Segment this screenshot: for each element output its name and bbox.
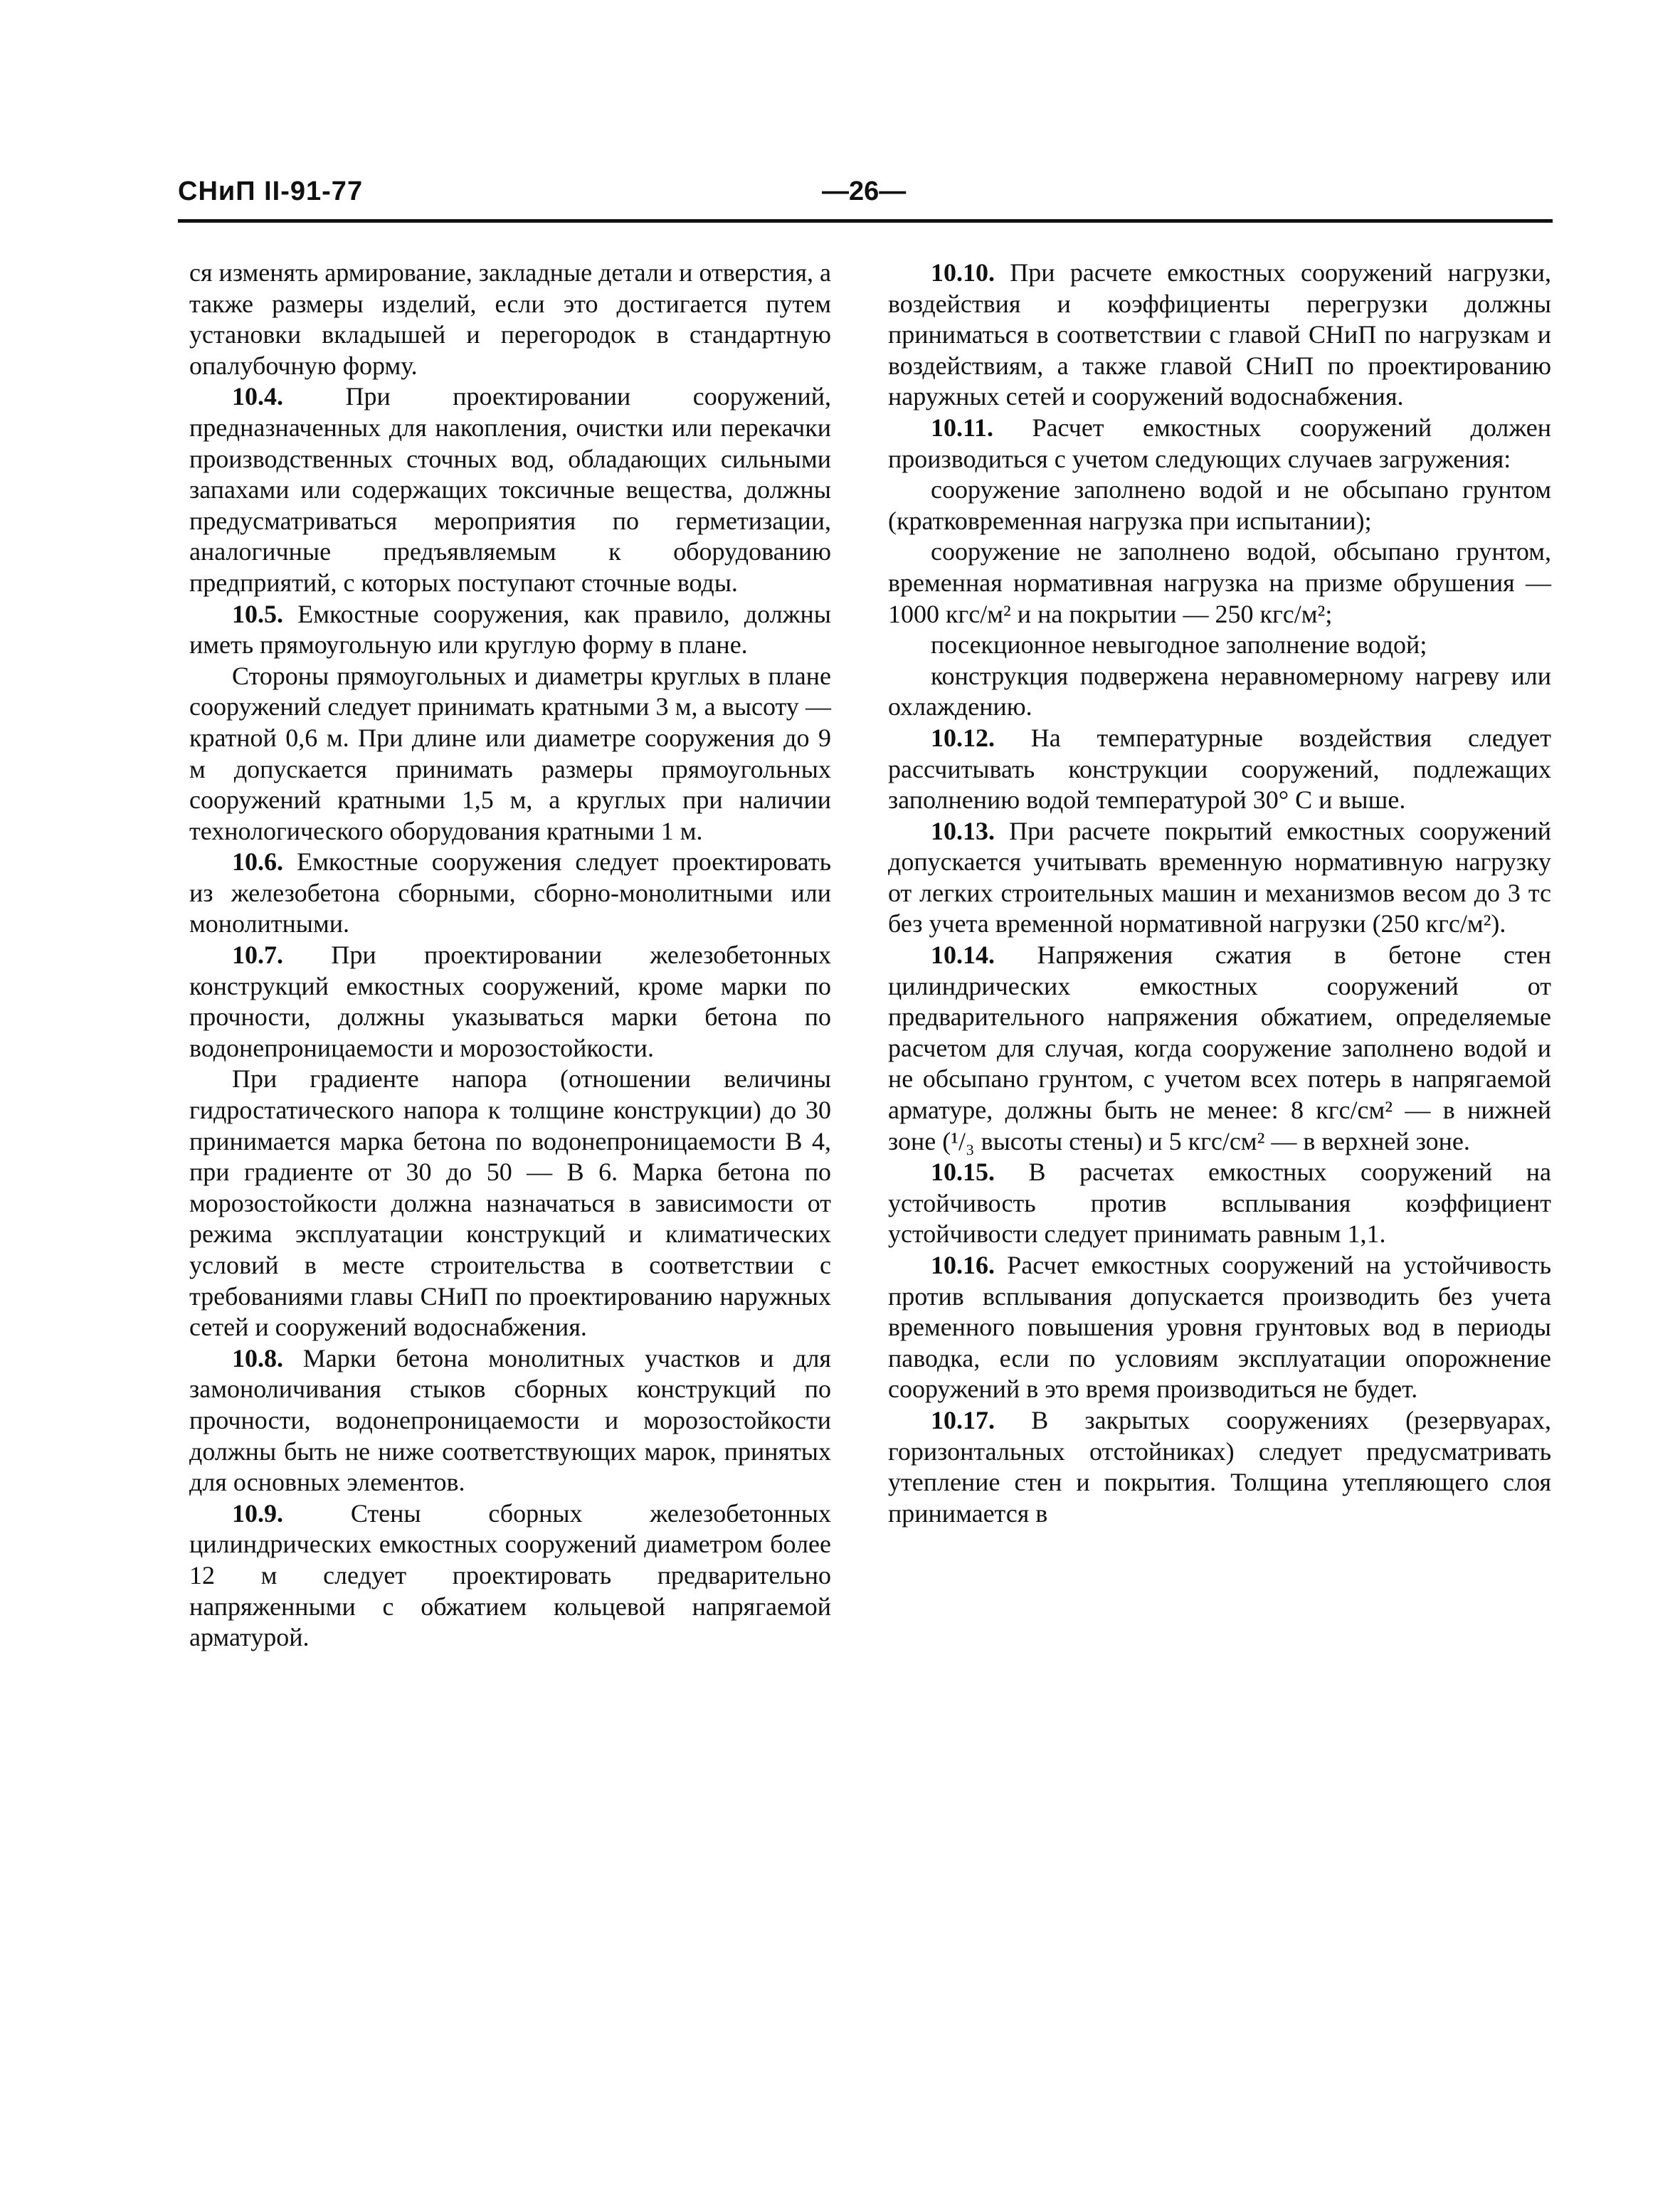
- paragraph: [888, 630, 1551, 661]
- clause-number: 10.17.: [931, 1405, 995, 1434]
- paragraph: [888, 1250, 1551, 1405]
- paragraph-text: Марки бетона монолитных участков и для замоноличивания стыков сборных конструкций по прочности, водонепроницаемости и морозостойкости должны быть не ниже соответствующих марок, принятых для основных элементов.: [189, 1343, 831, 1497]
- paragraph-text: Емкостные сооружения, как правило, должны иметь прямоугольную или круглую форму в плане.: [189, 599, 831, 660]
- paragraph-text: При расчете покрытий емкостных сооружений допускается учитывать временную нормативную нагрузку от легких строительных машин и механизмов весом до 3 тс без учета временной нормативной нагрузки (250 кгс/м²).: [888, 816, 1551, 938]
- clause-number: 10.4.: [232, 382, 283, 411]
- paragraph: [189, 661, 831, 847]
- clause-number: 10.13.: [931, 816, 995, 845]
- left-column: [189, 258, 831, 1654]
- paragraph-text: В закрытых сооружениях (резервуарах, горизонтальных отстойниках) следует предусматривать утепление стен и покрытия. Толщина утепляющего слоя принимается в: [888, 1405, 1551, 1528]
- paragraph-text: конструкция подвержена неравномерному нагреву или охлаждению.: [888, 661, 1551, 721]
- paragraph-text: При проектировании сооружений, предназначенных для накопления, очистки или перекачки производственных сточных вод, обладающих сильными запахами или содержащих токсичные вещества, должны предусматриваться мероприятия по герметизации, аналогичные предъявляемым к оборудованию предприятий, с которых поступают сточные воды.: [189, 382, 831, 597]
- clause-number: 10.15.: [931, 1158, 995, 1187]
- paragraph-text: В расчетах емкостных сооружений на устойчивость против всплывания коэффициент устойчивости следует принимать равным 1,1.: [888, 1158, 1551, 1249]
- page-header: [178, 176, 1551, 219]
- paragraph-text: Расчет емкостных сооружений должен производиться с учетом следующих случаев загружения:: [888, 413, 1551, 473]
- paragraph: [189, 847, 831, 940]
- paragraph: [888, 413, 1551, 475]
- clause-number: 10.5.: [232, 599, 283, 628]
- paragraph: [888, 1157, 1551, 1250]
- paragraph: [189, 1498, 831, 1654]
- paragraph-text: сооружение заполнено водой и не обсыпано грунтом (кратковременная нагрузка при испытании);: [888, 475, 1551, 535]
- paragraph-text: При градиенте напора (отношении величины гидростатического напора к толщине конструкции) до 30 принимается марка бетона по водонепроницаемости В 4, при градиенте от 30 до 50 — В 6. Марка бетона по морозостойкости должна назначаться в зависимости от режима эксплуатации конструкций и климатических условий в месте строительства в соответствии с требованиями главы СНиП по проектированию наружных сетей и сооружений водоснабжения.: [189, 1064, 831, 1342]
- paragraph-text: посекционное невыгодное заполнение водой;: [931, 630, 1427, 660]
- paragraph-text: Емкостные сооружения следует проектировать из железобетона сборными, сборно-монолитными или монолитными.: [189, 847, 831, 938]
- paragraph: [888, 1405, 1551, 1529]
- paragraph-text: Стороны прямоугольных и диаметры круглых в плане сооружений следует принимать кратными 3 м, а высоту — кратной 0,6 м. При длине или диаметре сооружения до 9 м допускается принимать размеры прямоугольных сооружений кратными 1,5 м, а круглых при наличии технологического оборудования кратными 1 м.: [189, 661, 831, 845]
- paragraph: [189, 599, 831, 661]
- paragraph: [189, 940, 831, 1064]
- paragraph-text: При расчете емкостных сооружений нагрузки, воздействия и коэффициенты перегрузки должны приниматься в соответствии с главой СНиП по нагрузкам и воздействиям, а также главой СНиП по проектированию наружных сетей и сооружений водоснабжения.: [888, 258, 1551, 411]
- right-column: [888, 258, 1551, 1529]
- paragraph-text: Напряжения сжатия в бетоне стен цилиндрических емкостных сооружений от предварительного напряжения обжатием, определяемые расчетом для случая, когда сооружение заполнено водой и не обсыпано грунтом, с учетом всех потерь в напрягаемой арматуре, должны быть не менее: 8 кгс/см² — в нижней зоне (¹/₃ высоты стены) и 5 кгс/см² — в верхней зоне.: [888, 941, 1551, 1155]
- clause-number: 10.10.: [931, 258, 995, 287]
- paragraph: [888, 475, 1551, 536]
- clause-number: 10.7.: [232, 941, 283, 970]
- paragraph-text: Расчет емкостных сооружений на устойчивость против всплывания допускается производить без учета временного повышения уровня грунтовых вод в периоды паводка, если по условиям эксплуатации опорожнение сооружений в это время производиться не будет.: [888, 1251, 1551, 1404]
- document-code: СНиП II-91-77: [178, 176, 364, 206]
- paragraph-text: Стены сборных железобетонных цилиндрических емкостных сооружений диаметром более 12 м следует проектировать предварительно напряженными с обжатием кольцевой напрягаемой арматурой.: [189, 1498, 831, 1652]
- paragraph: [189, 381, 831, 598]
- paragraph: [888, 536, 1551, 630]
- paragraph-text: сооружение не заполнено водой, обсыпано грунтом, временная нормативная нагрузка на призме обрушения — 1000 кгс/м² и на покрытии — 250 кгс/м²;: [888, 537, 1551, 628]
- clause-number: 10.9.: [232, 1498, 283, 1528]
- paragraph-text: ся изменять армирование, закладные детали и отверстия, а также размеры изделий, если это достигается путем установки вкладышей и перегородок в стандартную опалубочную форму.: [189, 258, 831, 380]
- header-rule: [178, 219, 1553, 223]
- paragraph: [888, 723, 1551, 816]
- paragraph: [189, 1343, 831, 1498]
- paragraph: [888, 661, 1551, 723]
- clause-number: 10.8.: [232, 1343, 283, 1372]
- clause-number: 10.6.: [232, 847, 283, 877]
- paragraph-text: На температурные воздействия следует рассчитывать конструкции сооружений, подлежащих заполнению водой температурой 30° С и выше.: [888, 723, 1551, 815]
- clause-number: 10.16.: [931, 1251, 995, 1279]
- clause-number: 10.11.: [931, 413, 994, 442]
- paragraph: [189, 258, 831, 381]
- paragraph: [189, 1064, 831, 1343]
- paragraph: [888, 940, 1551, 1157]
- paragraph-text: При проектировании железобетонных конструкций емкостных сооружений, кроме марки по прочности, должны указываться марки бетона по водонепроницаемости и морозостойкости.: [189, 941, 831, 1062]
- clause-number: 10.14.: [931, 941, 995, 970]
- page-number: —26—: [822, 176, 907, 206]
- clause-number: 10.12.: [931, 723, 995, 752]
- paragraph: [888, 816, 1551, 940]
- paragraph: [888, 258, 1551, 413]
